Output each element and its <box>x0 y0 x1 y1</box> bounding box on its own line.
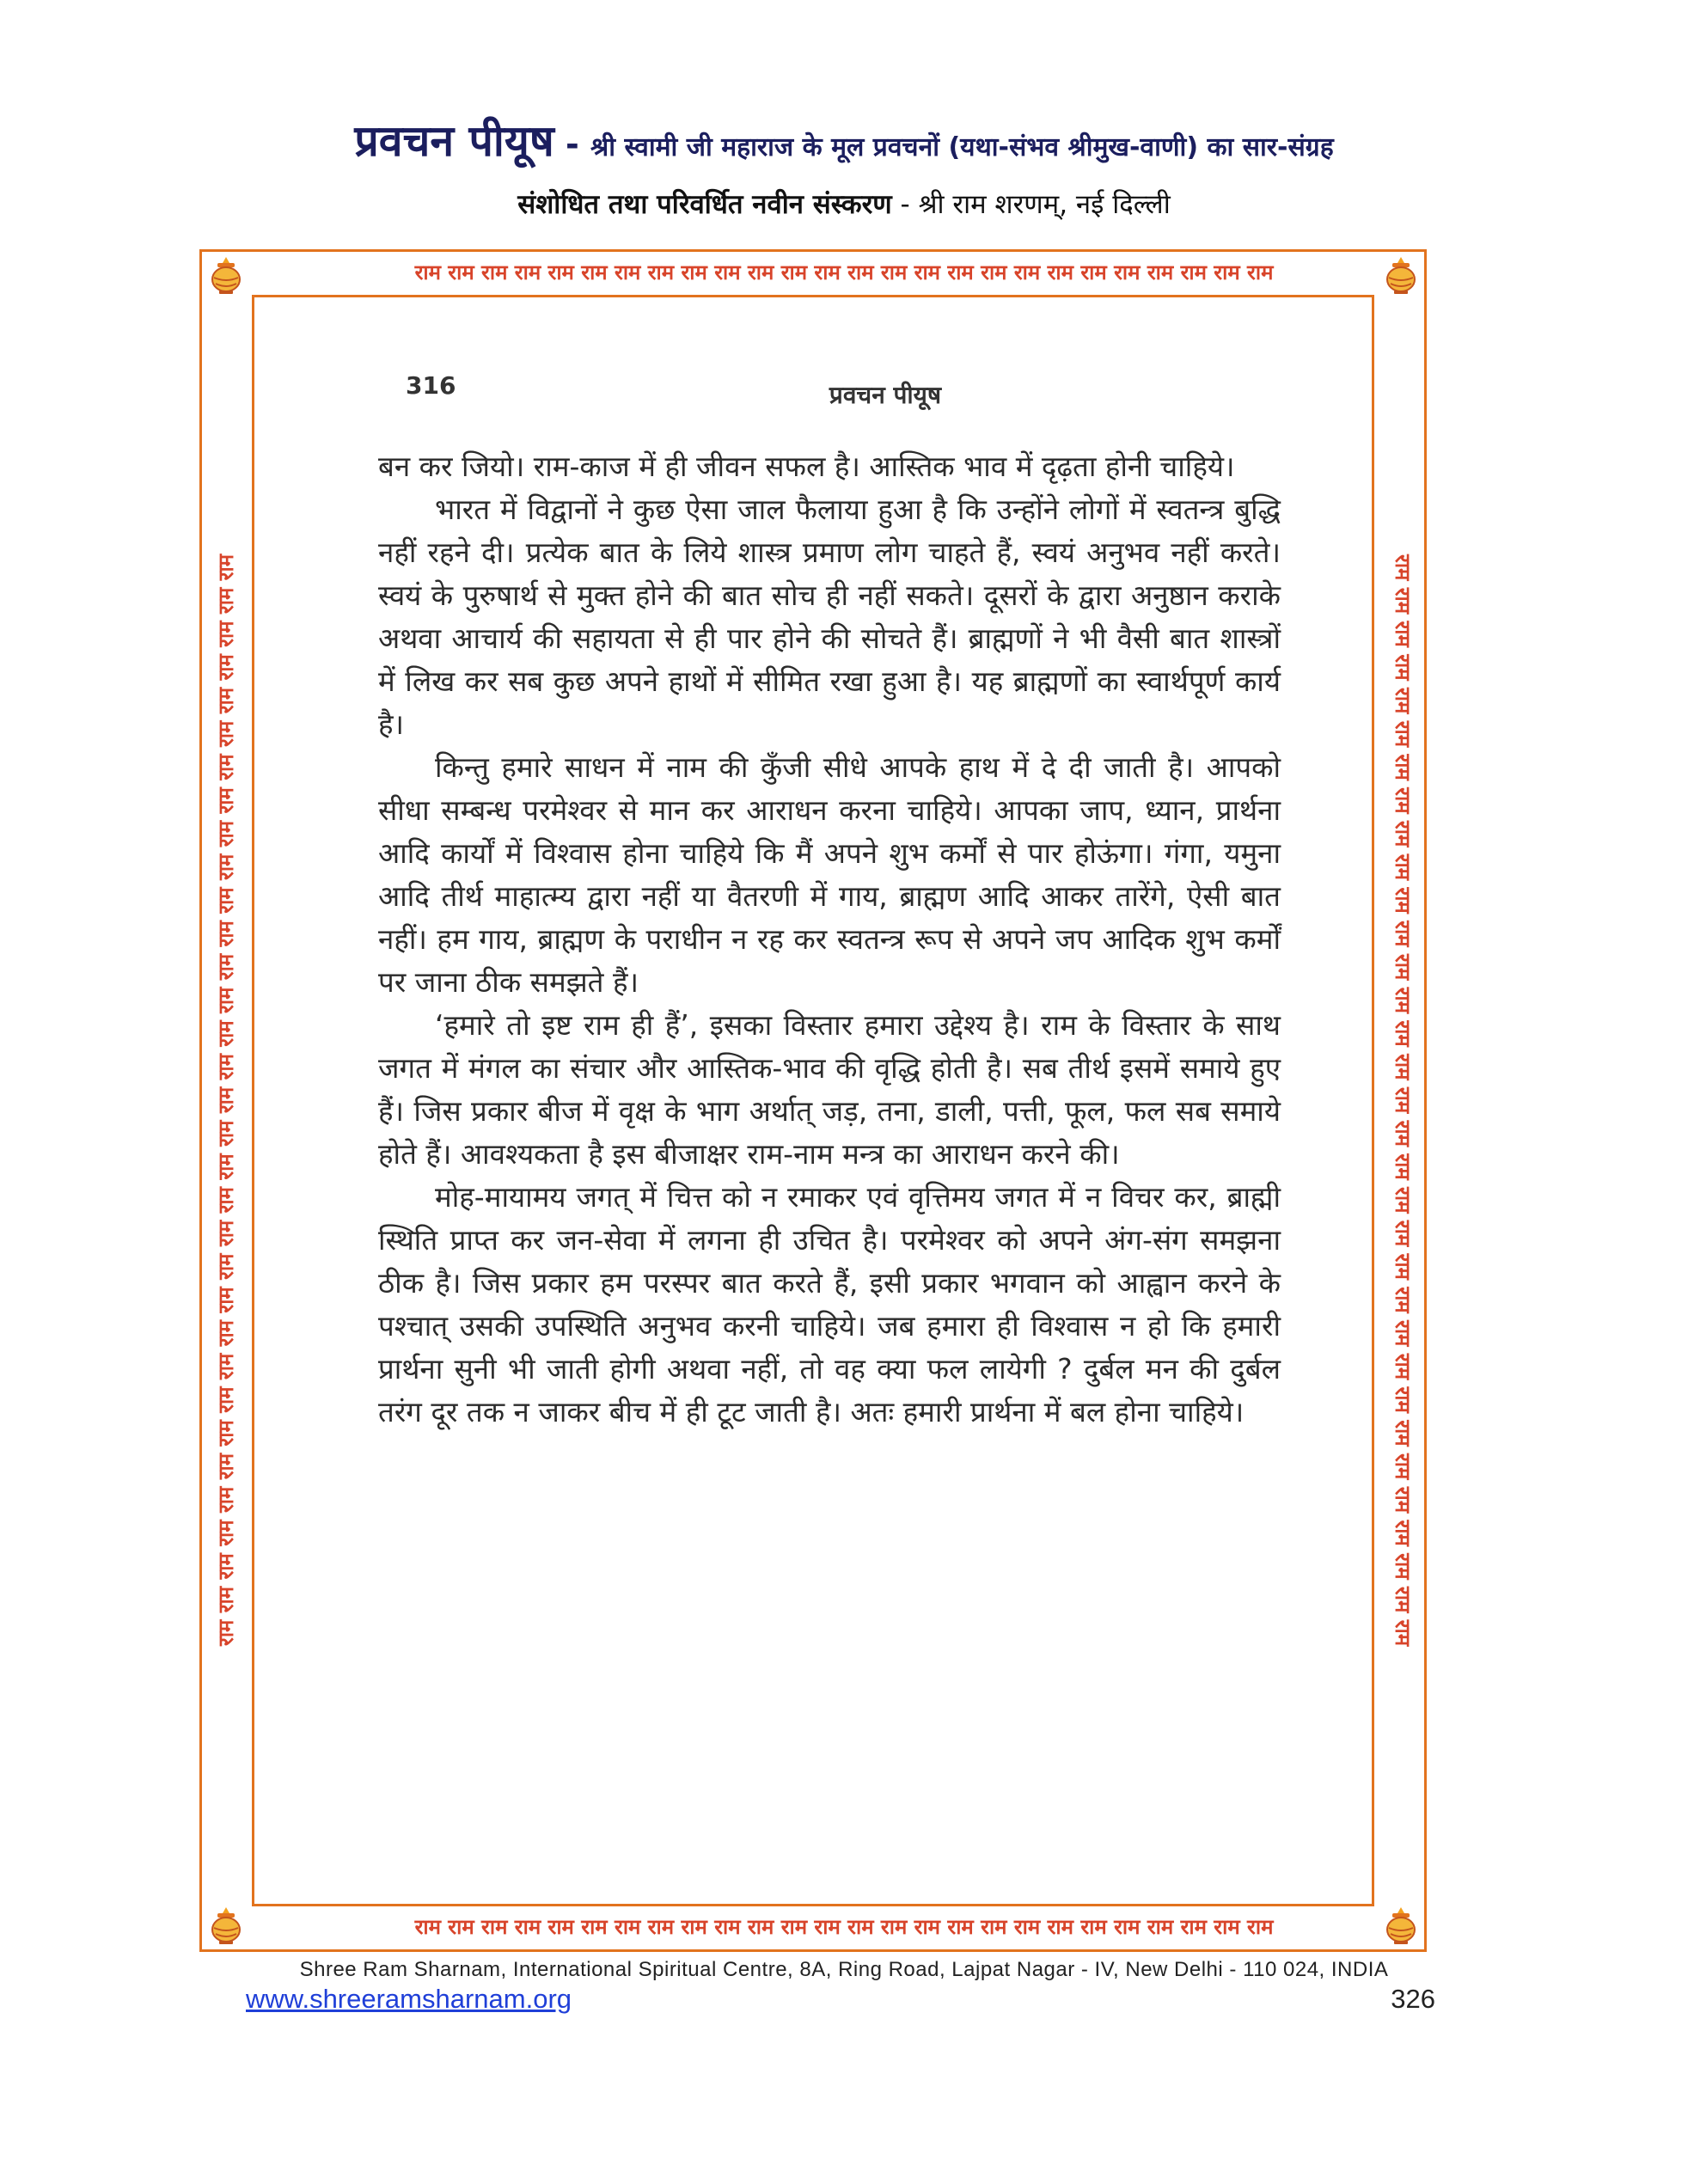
paragraph: ‘हमारे तो इष्ट राम ही हैं’, इसका विस्तार हमारा उद्देश्य है। राम के विस्तार के साथ जगत में मंगल का संचार और आस्तिक-भाव की वृद्धि होती है। सब तीर्थ इसमें समाये हुए हैं। जिस प्रकार बीज में वृक्ष के भाग अर्थात् जड़, तना, डाली, पत्ती, फूल, फल सब समाये होते हैं। आवश्यकता है इस बीजाक्षर राम-नाम मन्त्र का आराधन करने की। <box>378 1008 1281 1171</box>
border-ram-right: राम राम राम राम राम राम राम राम राम राम राम राम राम राम राम राम राम राम राम राम राम राम राम राम राम राम राम राम राम राम राम राम राम <box>1391 554 1416 1647</box>
book-title: प्रवचन पीयूष <box>354 116 554 166</box>
book-page-number: 316 <box>406 371 456 400</box>
title-separator: - <box>553 125 591 163</box>
document-header <box>0 110 1688 168</box>
edition-line <box>0 186 1688 222</box>
kalash-icon <box>1380 1905 1422 1946</box>
border-ram-bottom: राम राम राम राम राम राम राम राम राम राम राम राम राम राम राम राम राम राम राम राम राम राम राम राम राम राम <box>414 1914 1274 1939</box>
website-link[interactable]: www.shreeramsharnam.org <box>246 1984 572 2014</box>
border-ram-top: राम राम राम राम राम राम राम राम राम राम राम राम राम राम राम राम राम राम राम राम राम राम राम राम राम राम <box>414 260 1274 284</box>
book-subtitle: श्री स्वामी जी महाराज के मूल प्रवचनों (यथा-संभव श्रीमुख-वाणी) का सार-संग्रह <box>590 132 1334 162</box>
paragraph: भारत में विद्वानों ने कुछ ऐसा जाल फैलाया हुआ है कि उन्होंने लोगों में स्वतन्त्र बुद्धि नहीं रहने दी। प्रत्येक बात के लिये शास्त्र प्रमाण लोग चाहते हैं, स्वयं अनुभव नहीं करते। स्वयं के पुरुषार्थ से मुक्त होने की बात सोच ही नहीं सकते। दूसरों के द्वारा अनुष्ठान कराके अथवा आचार्य की सहायता से ही पार होने की सोचते हैं। ब्राह्मणों ने भी वैसी बात शास्त्रों में लिख कर सब कुछ अपने हाथों में सीमित रखा हुआ है। यह ब्राह्मणों का स्वार्थपूर्ण कार्य है। <box>378 492 1281 741</box>
pdf-page-number: 326 <box>1391 1984 1435 2014</box>
paragraph: किन्तु हमारे साधन में नाम की कुँजी सीधे आपके हाथ में दे दी जाती है। आपको सीधा सम्बन्ध परमेश्वर से मान कर आराधन करना चाहिये। आपका जाप, ध्यान, प्रार्थना आदि कार्यों में विश्वास होना चाहिये कि मैं अपने शुभ कर्मों से पार होऊंगा। गंगा, यमुना आदि तीर्थ माहात्म्य द्वारा नहीं या वैतरणी में गाय, ब्राह्मण आदि आकर तारेंगे, ऐसी बात नहीं। हम गाय, ब्राह्मण के पराधीन न रह कर स्वतन्त्र रूप से अपने जप आदिक शुभ कर्मों पर जाना ठीक समझते हैं। <box>378 750 1281 999</box>
kalash-icon <box>1380 254 1422 296</box>
publisher-label: - श्री राम शरणम्, नई दिल्ली <box>891 189 1171 220</box>
footer-address: Shree Ram Sharnam, International Spiritual Centre, 8A, Ring Road, Lajpat Nagar - IV, New Delhi - 110 024, INDIA <box>299 1958 1389 1981</box>
book-body-text <box>378 445 1281 1434</box>
border-ram-left: राम राम राम राम राम राम राम राम राम राम राम राम राम राम राम राम राम राम राम राम राम राम राम राम राम राम राम राम राम राम राम राम राम <box>213 554 238 1647</box>
kalash-icon <box>205 254 247 296</box>
running-title: प्रवचन पीयूष <box>829 381 942 409</box>
edition-label: संशोधित तथा परिवर्धित नवीन संस्करण <box>517 189 892 220</box>
paragraph: बन कर जियो। राम-काज में ही जीवन सफल है। आस्तिक भाव में दृढ़ता होनी चाहिये। <box>378 450 1235 483</box>
kalash-icon <box>205 1905 247 1946</box>
paragraph: मोह-मायामय जगत् में चित्त को न रमाकर एवं वृत्तिमय जगत में न विचर कर, ब्राह्मी स्थिति प्राप्त कर जन-सेवा में लगना ही उचित है। परमेश्वर को अपने अंग-संग समझना ठीक है। जिस प्रकार हम परस्पर बात करते हैं, इसी प्रकार भगवान को आह्वान करने के पश्चात् उसकी उपस्थिति अनुभव करनी चाहिये। जब हमारा ही विश्वास न हो कि हमारी प्रार्थना सुनी भी जाती होगी अथवा नहीं, तो वह क्या फल लायेगी ? दुर्बल मन की दुर्बल तरंग दूर तक न जाकर बीच में ही टूट जाती है। अतः हमारी प्रार्थना में बल होना चाहिये। <box>378 1180 1281 1428</box>
